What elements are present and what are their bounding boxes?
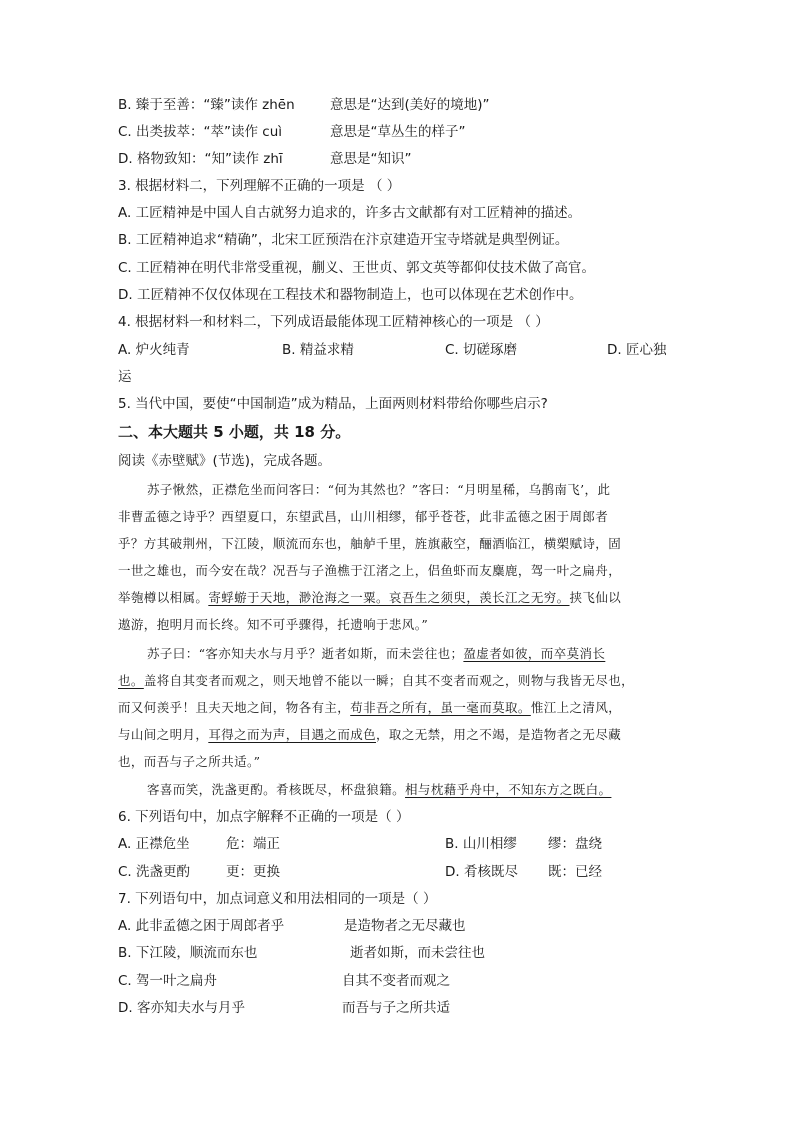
section-heading: 二、本大题共 5 小题，共 18 分。 <box>118 423 351 441</box>
passage-line: 也，而吾与子之所共适。” <box>118 754 261 769</box>
q7-option-a: A. 此非孟德之困于周郎者乎 是造物者之无尽藏也 <box>118 918 466 934</box>
q4-option-d-wrap: 运 <box>118 369 132 385</box>
q4-option-a: A. 炉火纯青 <box>118 342 190 358</box>
passage-line: 遨游，抱明月而长终。知不可乎骤得，托遗响于悲风。” <box>118 617 429 632</box>
q2-option-b: B. 臻于至善：“臻”读作 zhēn 意思是“达到(美好的境地)” <box>118 97 490 113</box>
underlined-sentence: 苟非吾之所有，虽一毫而莫取。 <box>350 700 531 715</box>
q2-option-c: C. 出类拔萃：“萃”读作 cuì 意思是“草丛生的样子” <box>118 124 466 140</box>
q2-option-d-meaning: 意思是“知识” <box>330 151 412 167</box>
q7-option-c: C. 驾一叶之扁舟 自其不变者而观之 <box>118 973 450 989</box>
q3-stem: 3. 根据材料二，下列理解不正确的一项是 （ ） <box>118 178 401 194</box>
passage-line: 而又何羡乎！且夫天地之间，物各有主，苟非吾之所有，虽一毫而莫取。惟江上之清风， <box>118 700 622 715</box>
q6-option-c: C. 洗盏更酌 更：更换 <box>118 864 280 880</box>
q4-option-b: B. 精益求精 <box>282 342 354 358</box>
q3-option-a: A. 工匠精神是中国人自古就努力追求的，许多古文献都有对工匠精神的描述。 <box>118 205 582 221</box>
passage-intro: 阅读《赤壁赋》(节选)，完成各题。 <box>118 453 332 469</box>
q4-option-d: D. 匠心独 <box>607 342 667 358</box>
passage-line: 乎？方其破荆州，下江陵，顺流而东也，舳舻千里，旌旗蔽空，酾酒临江，横槊赋诗，固 <box>118 536 622 551</box>
passage-line: 一世之雄也，而今安在哉？况吾与子渔樵于江渚之上，侣鱼虾而友麋鹿，驾一叶之扁舟， <box>118 563 622 578</box>
q3-option-d: D. 工匠精神不仅仅体现在工程技术和器物制造上，也可以体现在艺术创作中。 <box>118 287 583 303</box>
q7-option-b: B. 下江陵，顺流而东也 逝者如斯，而未尝往也 <box>118 945 485 961</box>
passage-line: 举匏樽以相属。寄蜉蝣于天地，渺沧海之一粟。哀吾生之须臾，羡长江之无穷。挟飞仙以 <box>118 590 622 605</box>
passage-line: 非曹孟德之诗乎？西望夏口，东望武昌，山川相缪，郁乎苍苍，此非孟德之困于周郎者 <box>118 509 609 524</box>
q6-stem: 6. 下列语句中，加点字解释不正确的一项是（ ） <box>118 809 410 825</box>
q4-option-c: C. 切磋琢磨 <box>445 342 518 358</box>
q7-stem: 7. 下列语句中，加点词意义和用法相同的一项是（ ） <box>118 891 437 907</box>
q4-stem: 4. 根据材料一和材料二，下列成语最能体现工匠精神核心的一项是 （ ） <box>118 314 549 330</box>
passage-line: 苏子愀然，正襟危坐而问客曰：“何为其然也？”客曰：“月明星稀，乌鹊南飞’，此 <box>147 482 611 497</box>
q2-option-b-meaning: 意思是“达到(美好的境地)” <box>330 97 490 113</box>
q6-option-a: A. 正襟危坐 危：端正 <box>118 836 280 852</box>
passage-line: 客喜而笑，洗盏更酌。肴核既尽，杯盘狼籍。相与枕藉乎舟中，不知东方之既白。 <box>147 782 612 797</box>
q2-option-d: D. 格物致知：“知”读作 zhī 意思是“知识” <box>118 151 412 167</box>
q3-option-c: C. 工匠精神在明代非常受重视，蒯义、王世贞、郭文英等都仰仗技术做了高官。 <box>118 260 596 276</box>
underlined-sentence: 寄蜉蝣于天地，渺沧海之一粟。哀吾生之须臾，羡长江之无穷。 <box>208 590 570 605</box>
q6-option-b: B. 山川相缪 缪：盘绕 <box>445 836 602 852</box>
underlined-sentence: 相与枕藉乎舟中，不知东方之既白。 <box>405 782 612 797</box>
underlined-sentence: 盈虚者如彼，而卒莫消长 <box>463 646 606 661</box>
q3-option-b: B. 工匠精神追求“精确”，北宋工匠预浩在汴京建造开宝寺塔就是典型例证。 <box>118 232 569 248</box>
passage-line: 与山间之明月，耳得之而为声，目遇之而成色，取之无禁，用之不竭，是造物者之无尽藏 <box>118 727 622 742</box>
q5-stem: 5. 当代中国，要使“中国制造”成为精品，上面两则材料带给你哪些启示? <box>118 396 548 412</box>
q7-option-d: D. 客亦知夫水与月乎 而吾与子之所共适 <box>118 1000 450 1016</box>
passage-line: 苏子曰：“客亦知夫水与月乎？逝者如斯，而未尝往也；盈虚者如彼，而卒莫消长 <box>147 646 606 661</box>
underlined-sentence: 也。 <box>118 673 144 688</box>
q6-option-d: D. 肴核既尽 既：已经 <box>445 864 602 880</box>
q2-option-c-meaning: 意思是“草丛生的样子” <box>330 124 466 140</box>
passage-line: 也。盖将自其变者而观之，则天地曾不能以一瞬；自其不变者而观之，则物与我皆无尽也， <box>118 673 635 688</box>
underlined-sentence: 耳得之而为声，目遇之而成色 <box>208 727 377 742</box>
